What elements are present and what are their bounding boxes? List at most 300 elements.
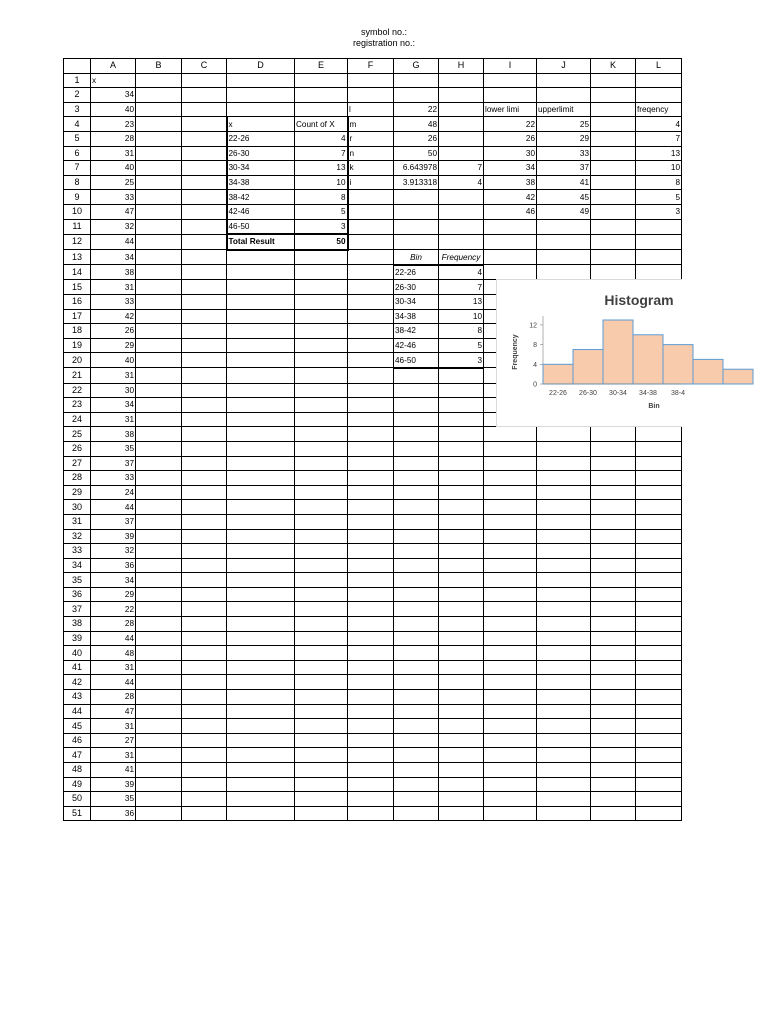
cell-A12[interactable]: 44 [91, 234, 136, 250]
cell-C49[interactable] [182, 777, 227, 792]
cell-I12[interactable] [484, 234, 537, 250]
cell-E27[interactable] [295, 456, 348, 471]
cell-E2[interactable] [295, 88, 348, 103]
cell-E7[interactable]: 13 [295, 161, 348, 176]
row-header[interactable]: 26 [64, 441, 91, 456]
cell-C29[interactable] [182, 485, 227, 500]
cell-J43[interactable] [537, 690, 591, 705]
cell-G15[interactable]: 26-30 [394, 280, 439, 295]
cell-H11[interactable] [439, 219, 484, 234]
cell-J36[interactable] [537, 587, 591, 602]
cell-I13[interactable] [484, 250, 537, 265]
cell-K8[interactable] [591, 175, 636, 190]
cell-J31[interactable] [537, 514, 591, 529]
cell-G5[interactable]: 26 [394, 131, 439, 146]
row-header[interactable]: 15 [64, 280, 91, 295]
cell-G11[interactable] [394, 219, 439, 234]
cell-H51[interactable] [439, 806, 484, 821]
cell-K3[interactable] [591, 102, 636, 117]
cell-E17[interactable] [295, 309, 348, 324]
cell-F30[interactable] [348, 500, 394, 515]
cell-C5[interactable] [182, 131, 227, 146]
cell-A3[interactable]: 40 [91, 102, 136, 117]
cell-K36[interactable] [591, 587, 636, 602]
cell-B8[interactable] [136, 175, 182, 190]
cell-G4[interactable]: 48 [394, 117, 439, 132]
cell-G28[interactable] [394, 471, 439, 486]
cell-L31[interactable] [636, 514, 682, 529]
cell-L11[interactable] [636, 219, 682, 234]
cell-A32[interactable]: 39 [91, 529, 136, 544]
cell-A43[interactable]: 28 [91, 690, 136, 705]
cell-F17[interactable] [348, 309, 394, 324]
cell-F43[interactable] [348, 690, 394, 705]
cell-G37[interactable] [394, 602, 439, 617]
column-header-E[interactable]: E [295, 59, 348, 74]
cell-K48[interactable] [591, 763, 636, 778]
cell-C4[interactable] [182, 117, 227, 132]
cell-D12[interactable]: Total Result [227, 234, 295, 250]
cell-L5[interactable]: 7 [636, 131, 682, 146]
cell-E16[interactable] [295, 295, 348, 310]
cell-C25[interactable] [182, 427, 227, 442]
row-header[interactable]: 16 [64, 295, 91, 310]
cell-A8[interactable]: 25 [91, 175, 136, 190]
cell-E21[interactable] [295, 368, 348, 383]
cell-A15[interactable]: 31 [91, 280, 136, 295]
cell-A51[interactable]: 36 [91, 806, 136, 821]
cell-D33[interactable] [227, 544, 295, 559]
cell-G31[interactable] [394, 514, 439, 529]
cell-G14[interactable]: 22-26 [394, 265, 439, 280]
cell-C7[interactable] [182, 161, 227, 176]
row-header[interactable]: 3 [64, 102, 91, 117]
cell-D3[interactable] [227, 102, 295, 117]
row-header[interactable]: 29 [64, 485, 91, 500]
cell-H7[interactable]: 7 [439, 161, 484, 176]
cell-K11[interactable] [591, 219, 636, 234]
cell-E39[interactable] [295, 631, 348, 646]
row-header[interactable]: 38 [64, 617, 91, 632]
cell-J11[interactable] [537, 219, 591, 234]
cell-C3[interactable] [182, 102, 227, 117]
cell-E45[interactable] [295, 719, 348, 734]
cell-K46[interactable] [591, 733, 636, 748]
cell-F44[interactable] [348, 704, 394, 719]
row-header[interactable]: 9 [64, 190, 91, 205]
cell-I47[interactable] [484, 748, 537, 763]
cell-H36[interactable] [439, 587, 484, 602]
cell-I46[interactable] [484, 733, 537, 748]
cell-C39[interactable] [182, 631, 227, 646]
cell-E51[interactable] [295, 806, 348, 821]
cell-I29[interactable] [484, 485, 537, 500]
cell-A44[interactable]: 47 [91, 704, 136, 719]
row-header[interactable]: 23 [64, 398, 91, 413]
cell-I49[interactable] [484, 777, 537, 792]
cell-B15[interactable] [136, 280, 182, 295]
cell-I31[interactable] [484, 514, 537, 529]
cell-B29[interactable] [136, 485, 182, 500]
cell-L46[interactable] [636, 733, 682, 748]
cell-H49[interactable] [439, 777, 484, 792]
cell-G46[interactable] [394, 733, 439, 748]
cell-E26[interactable] [295, 441, 348, 456]
cell-D46[interactable] [227, 733, 295, 748]
cell-H20[interactable]: 3 [439, 353, 484, 368]
cell-E48[interactable] [295, 763, 348, 778]
cell-L29[interactable] [636, 485, 682, 500]
cell-H31[interactable] [439, 514, 484, 529]
cell-F41[interactable] [348, 660, 394, 675]
cell-H26[interactable] [439, 441, 484, 456]
cell-D30[interactable] [227, 500, 295, 515]
cell-I37[interactable] [484, 602, 537, 617]
cell-D5[interactable]: 22-26 [227, 131, 295, 146]
cell-A33[interactable]: 32 [91, 544, 136, 559]
cell-L38[interactable] [636, 617, 682, 632]
cell-D40[interactable] [227, 646, 295, 661]
cell-L51[interactable] [636, 806, 682, 821]
cell-F27[interactable] [348, 456, 394, 471]
cell-K44[interactable] [591, 704, 636, 719]
cell-F7[interactable]: k [348, 161, 394, 176]
cell-G30[interactable] [394, 500, 439, 515]
cell-D4[interactable]: x [227, 117, 295, 132]
column-header-A[interactable]: A [91, 59, 136, 74]
cell-L34[interactable] [636, 558, 682, 573]
cell-H12[interactable] [439, 234, 484, 250]
cell-K37[interactable] [591, 602, 636, 617]
cell-C37[interactable] [182, 602, 227, 617]
cell-F6[interactable]: n [348, 146, 394, 161]
cell-K29[interactable] [591, 485, 636, 500]
column-header-D[interactable]: D [227, 59, 295, 74]
cell-K51[interactable] [591, 806, 636, 821]
cell-G6[interactable]: 50 [394, 146, 439, 161]
cell-B16[interactable] [136, 295, 182, 310]
cell-J33[interactable] [537, 544, 591, 559]
cell-E32[interactable] [295, 529, 348, 544]
cell-B35[interactable] [136, 573, 182, 588]
cell-H34[interactable] [439, 558, 484, 573]
cell-G47[interactable] [394, 748, 439, 763]
cell-F14[interactable] [348, 265, 394, 280]
cell-G22[interactable] [394, 383, 439, 398]
cell-H41[interactable] [439, 660, 484, 675]
cell-F20[interactable] [348, 353, 394, 368]
cell-J9[interactable]: 45 [537, 190, 591, 205]
cell-K50[interactable] [591, 792, 636, 807]
cell-E10[interactable]: 5 [295, 204, 348, 219]
cell-B19[interactable] [136, 338, 182, 353]
cell-A4[interactable]: 23 [91, 117, 136, 132]
row-header[interactable]: 43 [64, 690, 91, 705]
cell-H43[interactable] [439, 690, 484, 705]
cell-K41[interactable] [591, 660, 636, 675]
cell-C18[interactable] [182, 324, 227, 339]
cell-E50[interactable] [295, 792, 348, 807]
cell-D7[interactable]: 30-34 [227, 161, 295, 176]
cell-D42[interactable] [227, 675, 295, 690]
cell-H14[interactable]: 4 [439, 265, 484, 280]
cell-K32[interactable] [591, 529, 636, 544]
cell-F9[interactable] [348, 190, 394, 205]
cell-J40[interactable] [537, 646, 591, 661]
cell-L14[interactable] [636, 265, 682, 280]
cell-E41[interactable] [295, 660, 348, 675]
cell-J28[interactable] [537, 471, 591, 486]
cell-A29[interactable]: 24 [91, 485, 136, 500]
cell-E34[interactable] [295, 558, 348, 573]
cell-H9[interactable] [439, 190, 484, 205]
cell-G7[interactable]: 6.643978 [394, 161, 439, 176]
cell-E37[interactable] [295, 602, 348, 617]
cell-G20[interactable]: 46-50 [394, 353, 439, 368]
row-header[interactable]: 17 [64, 309, 91, 324]
cell-B44[interactable] [136, 704, 182, 719]
cell-C50[interactable] [182, 792, 227, 807]
cell-A27[interactable]: 37 [91, 456, 136, 471]
cell-B33[interactable] [136, 544, 182, 559]
row-header[interactable]: 11 [64, 219, 91, 234]
cell-J48[interactable] [537, 763, 591, 778]
cell-I7[interactable]: 34 [484, 161, 537, 176]
cell-F46[interactable] [348, 733, 394, 748]
cell-E12[interactable]: 50 [295, 234, 348, 250]
row-header[interactable]: 35 [64, 573, 91, 588]
cell-L35[interactable] [636, 573, 682, 588]
cell-G40[interactable] [394, 646, 439, 661]
cell-C27[interactable] [182, 456, 227, 471]
cell-G35[interactable] [394, 573, 439, 588]
cell-K45[interactable] [591, 719, 636, 734]
cell-A10[interactable]: 47 [91, 204, 136, 219]
cell-C28[interactable] [182, 471, 227, 486]
cell-B10[interactable] [136, 204, 182, 219]
cell-A14[interactable]: 38 [91, 265, 136, 280]
cell-L48[interactable] [636, 763, 682, 778]
cell-K13[interactable] [591, 250, 636, 265]
cell-C22[interactable] [182, 383, 227, 398]
cell-I25[interactable] [484, 427, 537, 442]
cell-H22[interactable] [439, 383, 484, 398]
cell-A7[interactable]: 40 [91, 161, 136, 176]
cell-H29[interactable] [439, 485, 484, 500]
cell-A47[interactable]: 31 [91, 748, 136, 763]
cell-I36[interactable] [484, 587, 537, 602]
cell-C19[interactable] [182, 338, 227, 353]
cell-H48[interactable] [439, 763, 484, 778]
cell-D11[interactable]: 46-50 [227, 219, 295, 234]
cell-F13[interactable] [348, 250, 394, 265]
cell-D32[interactable] [227, 529, 295, 544]
cell-D37[interactable] [227, 602, 295, 617]
cell-H17[interactable]: 10 [439, 309, 484, 324]
row-header[interactable]: 25 [64, 427, 91, 442]
cell-E11[interactable]: 3 [295, 219, 348, 234]
cell-C48[interactable] [182, 763, 227, 778]
cell-G50[interactable] [394, 792, 439, 807]
cell-B22[interactable] [136, 383, 182, 398]
cell-C38[interactable] [182, 617, 227, 632]
cell-J26[interactable] [537, 441, 591, 456]
row-header[interactable]: 22 [64, 383, 91, 398]
cell-E24[interactable] [295, 412, 348, 427]
cell-I48[interactable] [484, 763, 537, 778]
cell-E22[interactable] [295, 383, 348, 398]
cell-I34[interactable] [484, 558, 537, 573]
cell-L26[interactable] [636, 441, 682, 456]
cell-I4[interactable]: 22 [484, 117, 537, 132]
cell-A20[interactable]: 40 [91, 353, 136, 368]
cell-J44[interactable] [537, 704, 591, 719]
cell-J50[interactable] [537, 792, 591, 807]
row-header[interactable]: 27 [64, 456, 91, 471]
cell-B48[interactable] [136, 763, 182, 778]
row-header[interactable]: 41 [64, 660, 91, 675]
cell-F1[interactable] [348, 73, 394, 88]
column-header-F[interactable]: F [348, 59, 394, 74]
cell-G36[interactable] [394, 587, 439, 602]
cell-G27[interactable] [394, 456, 439, 471]
cell-B6[interactable] [136, 146, 182, 161]
cell-G12[interactable] [394, 234, 439, 250]
cell-A37[interactable]: 22 [91, 602, 136, 617]
cell-I45[interactable] [484, 719, 537, 734]
cell-A17[interactable]: 42 [91, 309, 136, 324]
cell-G16[interactable]: 30-34 [394, 295, 439, 310]
cell-F25[interactable] [348, 427, 394, 442]
cell-K40[interactable] [591, 646, 636, 661]
column-header-L[interactable]: L [636, 59, 682, 74]
cell-B45[interactable] [136, 719, 182, 734]
cell-A9[interactable]: 33 [91, 190, 136, 205]
cell-J12[interactable] [537, 234, 591, 250]
cell-G38[interactable] [394, 617, 439, 632]
cell-C31[interactable] [182, 514, 227, 529]
cell-A31[interactable]: 37 [91, 514, 136, 529]
cell-C11[interactable] [182, 219, 227, 234]
cell-H45[interactable] [439, 719, 484, 734]
cell-A48[interactable]: 41 [91, 763, 136, 778]
histogram-chart[interactable] [496, 279, 686, 427]
cell-A25[interactable]: 38 [91, 427, 136, 442]
cell-D51[interactable] [227, 806, 295, 821]
cell-L44[interactable] [636, 704, 682, 719]
cell-F26[interactable] [348, 441, 394, 456]
cell-C46[interactable] [182, 733, 227, 748]
cell-B49[interactable] [136, 777, 182, 792]
cell-I11[interactable] [484, 219, 537, 234]
cell-C44[interactable] [182, 704, 227, 719]
cell-F36[interactable] [348, 587, 394, 602]
cell-D26[interactable] [227, 441, 295, 456]
cell-K49[interactable] [591, 777, 636, 792]
cell-K25[interactable] [591, 427, 636, 442]
row-header[interactable]: 42 [64, 675, 91, 690]
cell-I32[interactable] [484, 529, 537, 544]
cell-B7[interactable] [136, 161, 182, 176]
cell-K28[interactable] [591, 471, 636, 486]
cell-E15[interactable] [295, 280, 348, 295]
cell-H18[interactable]: 8 [439, 324, 484, 339]
cell-C35[interactable] [182, 573, 227, 588]
cell-D16[interactable] [227, 295, 295, 310]
cell-J6[interactable]: 33 [537, 146, 591, 161]
cell-E46[interactable] [295, 733, 348, 748]
row-header[interactable]: 33 [64, 544, 91, 559]
cell-D20[interactable] [227, 353, 295, 368]
cell-A30[interactable]: 44 [91, 500, 136, 515]
cell-F34[interactable] [348, 558, 394, 573]
cell-L9[interactable]: 5 [636, 190, 682, 205]
cell-K35[interactable] [591, 573, 636, 588]
cell-D22[interactable] [227, 383, 295, 398]
cell-A24[interactable]: 31 [91, 412, 136, 427]
cell-G51[interactable] [394, 806, 439, 821]
row-header[interactable]: 44 [64, 704, 91, 719]
row-header[interactable]: 31 [64, 514, 91, 529]
cell-D2[interactable] [227, 88, 295, 103]
cell-F5[interactable]: r [348, 131, 394, 146]
cell-K34[interactable] [591, 558, 636, 573]
row-header[interactable]: 20 [64, 353, 91, 368]
cell-J14[interactable] [537, 265, 591, 280]
cell-I3[interactable]: lower limi [484, 102, 537, 117]
cell-A21[interactable]: 31 [91, 368, 136, 383]
row-header[interactable]: 14 [64, 265, 91, 280]
cell-L1[interactable] [636, 73, 682, 88]
row-header[interactable]: 21 [64, 368, 91, 383]
column-header-H[interactable]: H [439, 59, 484, 74]
cell-L13[interactable] [636, 250, 682, 265]
cell-D47[interactable] [227, 748, 295, 763]
cell-G25[interactable] [394, 427, 439, 442]
cell-H37[interactable] [439, 602, 484, 617]
cell-G24[interactable] [394, 412, 439, 427]
cell-C45[interactable] [182, 719, 227, 734]
cell-G13[interactable]: Bin [394, 250, 439, 265]
cell-F37[interactable] [348, 602, 394, 617]
cell-B12[interactable] [136, 234, 182, 250]
cell-G18[interactable]: 38-42 [394, 324, 439, 339]
cell-A38[interactable]: 28 [91, 617, 136, 632]
cell-B38[interactable] [136, 617, 182, 632]
cell-K30[interactable] [591, 500, 636, 515]
cell-A49[interactable]: 39 [91, 777, 136, 792]
cell-D23[interactable] [227, 398, 295, 413]
cell-K7[interactable] [591, 161, 636, 176]
cell-E14[interactable] [295, 265, 348, 280]
cell-B34[interactable] [136, 558, 182, 573]
cell-H25[interactable] [439, 427, 484, 442]
cell-H32[interactable] [439, 529, 484, 544]
cell-I38[interactable] [484, 617, 537, 632]
cell-H23[interactable] [439, 398, 484, 413]
cell-G45[interactable] [394, 719, 439, 734]
cell-D41[interactable] [227, 660, 295, 675]
cell-F29[interactable] [348, 485, 394, 500]
cell-F12[interactable] [348, 234, 394, 250]
cell-G32[interactable] [394, 529, 439, 544]
cell-H8[interactable]: 4 [439, 175, 484, 190]
cell-H4[interactable] [439, 117, 484, 132]
cell-F10[interactable] [348, 204, 394, 219]
cell-B30[interactable] [136, 500, 182, 515]
cell-C43[interactable] [182, 690, 227, 705]
cell-F22[interactable] [348, 383, 394, 398]
